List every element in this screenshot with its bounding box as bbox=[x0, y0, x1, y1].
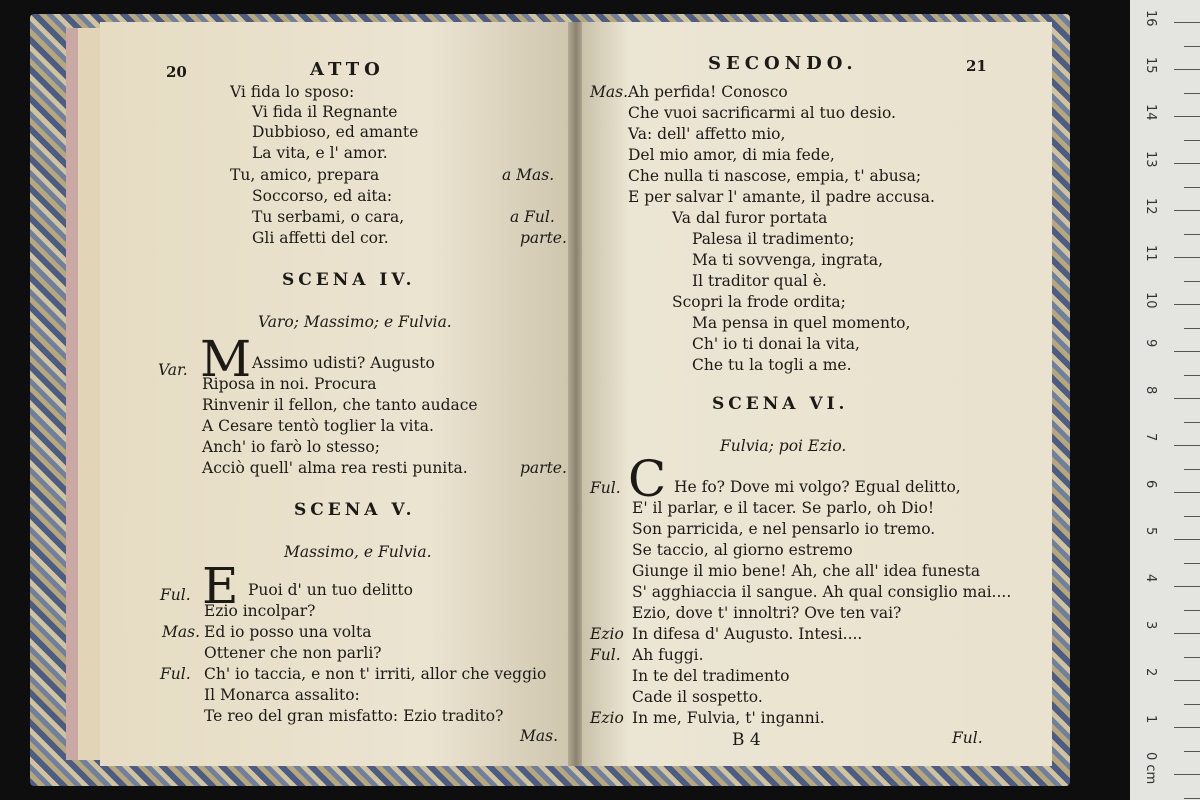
drop-capital: E bbox=[202, 557, 239, 615]
ruler-tick bbox=[1184, 610, 1200, 611]
aria-line: Vi fida lo sposo: bbox=[230, 83, 355, 101]
aria-line: Palesa il tradimento; bbox=[692, 230, 855, 248]
dialogue-line: In difesa d' Augusto. Intesi.... bbox=[632, 625, 863, 643]
ruler-number: 11 bbox=[1143, 245, 1158, 262]
ruler-number: 4 bbox=[1143, 574, 1158, 583]
ruler-tick bbox=[1174, 586, 1200, 587]
ruler-tick bbox=[1174, 539, 1200, 540]
dialogue-line: Anch' io farò lo stesso; bbox=[202, 438, 380, 456]
aria-line: Soccorso, ed aita: bbox=[252, 187, 393, 205]
dialogue-line: Ah perfida! Conosco bbox=[628, 83, 788, 101]
dialogue-line: Te reo del gran misfatto: Ezio tradito? bbox=[204, 707, 504, 725]
left-page bbox=[100, 22, 570, 766]
scene-heading: SCENA VI. bbox=[712, 394, 849, 414]
dialogue-line: E per salvar l' amante, il padre accusa. bbox=[628, 188, 935, 206]
ruler-tick bbox=[1184, 422, 1200, 423]
ruler-number: 2 bbox=[1143, 668, 1158, 677]
speaker-label: Var. bbox=[158, 361, 188, 379]
dialogue-line: Se taccio, al giorno estremo bbox=[632, 541, 853, 559]
dialogue-line: Ch' io taccia, e non t' irriti, allor che veggio bbox=[204, 665, 547, 683]
ruler-tick bbox=[1184, 187, 1200, 188]
scene-characters: Fulvia; poi Ezio. bbox=[720, 437, 847, 455]
stage-direction: a Ful. bbox=[510, 208, 555, 226]
dialogue-line: In me, Fulvia, t' inganni. bbox=[632, 709, 825, 727]
ruler-tick bbox=[1174, 116, 1200, 117]
aria-line: Gli affetti del cor. bbox=[252, 229, 389, 247]
aria-line: Dubbioso, ed amante bbox=[252, 123, 419, 141]
ruler-number: 13 bbox=[1143, 151, 1158, 168]
stage-direction: parte. bbox=[520, 229, 567, 247]
scene-characters: Varo; Massimo; e Fulvia. bbox=[258, 313, 452, 331]
ruler-tick bbox=[1174, 727, 1200, 728]
ruler-tick bbox=[1174, 210, 1200, 211]
ruler-tick bbox=[1184, 46, 1200, 47]
scene-characters: Massimo, e Fulvia. bbox=[284, 543, 432, 561]
ruler-number: 8 bbox=[1143, 386, 1158, 395]
scene-heading: SCENA V. bbox=[294, 500, 416, 520]
dialogue-line: Riposa in noi. Procura bbox=[202, 375, 377, 393]
ruler-tick bbox=[1174, 774, 1200, 775]
right-page bbox=[582, 22, 1052, 766]
ruler-number: 9 bbox=[1143, 339, 1158, 348]
ruler-tick bbox=[1184, 328, 1200, 329]
dialogue-line: Ottener che non parli? bbox=[204, 644, 382, 662]
speaker-label: Ful. bbox=[160, 586, 191, 604]
ruler-number: 15 bbox=[1143, 57, 1158, 74]
dialogue-line: E' il parlar, e il tacer. Se parlo, oh Dio! bbox=[632, 499, 935, 517]
aria-line: Scopri la frode ordita; bbox=[672, 293, 846, 311]
ruler-tick bbox=[1174, 69, 1200, 70]
ruler-number: 7 bbox=[1143, 433, 1158, 442]
signature-mark: B 4 bbox=[732, 730, 761, 750]
ruler-tick bbox=[1174, 445, 1200, 446]
dialogue-line: Che nulla ti nascose, empia, t' abusa; bbox=[628, 167, 922, 185]
dialogue-line: Son parricida, e nel pensarlo io tremo. bbox=[632, 520, 936, 538]
ruler-tick bbox=[1174, 304, 1200, 305]
dialogue-line: Il Monarca assalito: bbox=[204, 686, 360, 704]
ruler-tick bbox=[1174, 351, 1200, 352]
dialogue-line: Ezio incolpar? bbox=[204, 602, 316, 620]
aria-line: Tu, amico, prepara bbox=[230, 166, 380, 184]
aria-line: Va dal furor portata bbox=[672, 209, 828, 227]
speaker-label: Ezio bbox=[590, 709, 624, 727]
ruler-tick bbox=[1184, 140, 1200, 141]
ruler-number: 10 bbox=[1143, 292, 1158, 309]
speaker-label: Ful. bbox=[590, 646, 621, 664]
dialogue-line: Cade il sospetto. bbox=[632, 688, 763, 706]
dialogue-line: In te del tradimento bbox=[632, 667, 790, 685]
dialogue-line: Ezio, dove t' innoltri? Ove ten vai? bbox=[632, 604, 902, 622]
ruler-number: 16 bbox=[1143, 10, 1158, 27]
ruler-number: 3 bbox=[1143, 621, 1158, 630]
aria-line: Che tu la togli a me. bbox=[692, 356, 852, 374]
dialogue-line: Ed io posso una volta bbox=[204, 623, 372, 641]
drop-capital: M bbox=[200, 330, 252, 388]
running-head-right: SECONDO. bbox=[708, 53, 858, 74]
ruler-number: 12 bbox=[1143, 198, 1158, 215]
aria-line: Tu serbami, o cara, bbox=[252, 208, 405, 226]
ruler-tick bbox=[1174, 22, 1200, 23]
aria-line: La vita, e l' amor. bbox=[252, 144, 388, 162]
ruler-tick bbox=[1184, 93, 1200, 94]
dialogue-line: Assimo udisti? Augusto bbox=[252, 354, 435, 372]
ruler-tick bbox=[1184, 375, 1200, 376]
catchword: Mas. bbox=[520, 727, 558, 745]
ruler-tick bbox=[1184, 751, 1200, 752]
ruler-tick bbox=[1174, 257, 1200, 258]
ruler-tick bbox=[1174, 680, 1200, 681]
dialogue-line: Acciò quell' alma rea resti punita. bbox=[202, 459, 468, 477]
ruler-number: 6 bbox=[1143, 480, 1158, 489]
speaker-label: Mas. bbox=[162, 623, 200, 641]
dialogue-line: Va: dell' affetto mio, bbox=[628, 125, 786, 143]
ruler-tick bbox=[1184, 234, 1200, 235]
ruler-tick bbox=[1184, 657, 1200, 658]
aria-line: Ma pensa in quel momento, bbox=[692, 314, 911, 332]
dialogue-line: Rinvenir il fellon, che tanto audace bbox=[202, 396, 478, 414]
stage-direction: parte. bbox=[520, 459, 567, 477]
measurement-ruler bbox=[1130, 0, 1200, 800]
dialogue-line: Giunge il mio bene! Ah, che all' idea funesta bbox=[632, 562, 981, 580]
ruler-number: 1 bbox=[1143, 715, 1158, 724]
ruler-number: 5 bbox=[1143, 527, 1158, 536]
ruler-tick bbox=[1184, 281, 1200, 282]
page-number-left: 20 bbox=[166, 63, 187, 81]
dialogue-line: S' agghiaccia il sangue. Ah qual consiglio mai.... bbox=[632, 583, 1012, 601]
ruler-tick bbox=[1184, 563, 1200, 564]
ruler-tick bbox=[1184, 469, 1200, 470]
dialogue-line: He fo? Dove mi volgo? Egual delitto, bbox=[674, 478, 961, 496]
dialogue-line: Puoi d' un tuo delitto bbox=[248, 581, 413, 599]
running-head-left: ATTO bbox=[310, 59, 385, 80]
speaker-label: Ful. bbox=[590, 479, 621, 497]
ruler-tick bbox=[1184, 798, 1200, 799]
ruler-number: 14 bbox=[1143, 104, 1158, 121]
ruler-tick bbox=[1174, 492, 1200, 493]
dialogue-line: A Cesare tentò toglier la vita. bbox=[202, 417, 434, 435]
ruler-tick bbox=[1184, 704, 1200, 705]
aria-line: Ma ti sovvenga, ingrata, bbox=[692, 251, 884, 269]
ruler-tick bbox=[1174, 163, 1200, 164]
speaker-label: Ezio bbox=[590, 625, 624, 643]
dialogue-line: Del mio amor, di mia fede, bbox=[628, 146, 835, 164]
ruler-unit: 0 cm bbox=[1143, 752, 1158, 785]
dialogue-line: Che vuoi sacrificarmi al tuo desio. bbox=[628, 104, 896, 122]
catchword: Ful. bbox=[952, 729, 983, 747]
aria-line: Vi fida il Regnante bbox=[252, 103, 398, 121]
speaker-label: Mas. bbox=[590, 83, 628, 101]
aria-line: Il traditor qual è. bbox=[692, 272, 827, 290]
ruler-tick bbox=[1174, 398, 1200, 399]
page-number-right: 21 bbox=[966, 57, 987, 75]
ruler-tick bbox=[1184, 516, 1200, 517]
speaker-label: Ful. bbox=[160, 665, 191, 683]
ruler-tick bbox=[1174, 633, 1200, 634]
dialogue-line: Ah fuggi. bbox=[632, 646, 704, 664]
aria-line: Ch' io ti donai la vita, bbox=[692, 335, 860, 353]
stage-direction: a Mas. bbox=[502, 166, 555, 184]
scene-heading: SCENA IV. bbox=[282, 270, 416, 290]
drop-capital: C bbox=[628, 450, 667, 508]
